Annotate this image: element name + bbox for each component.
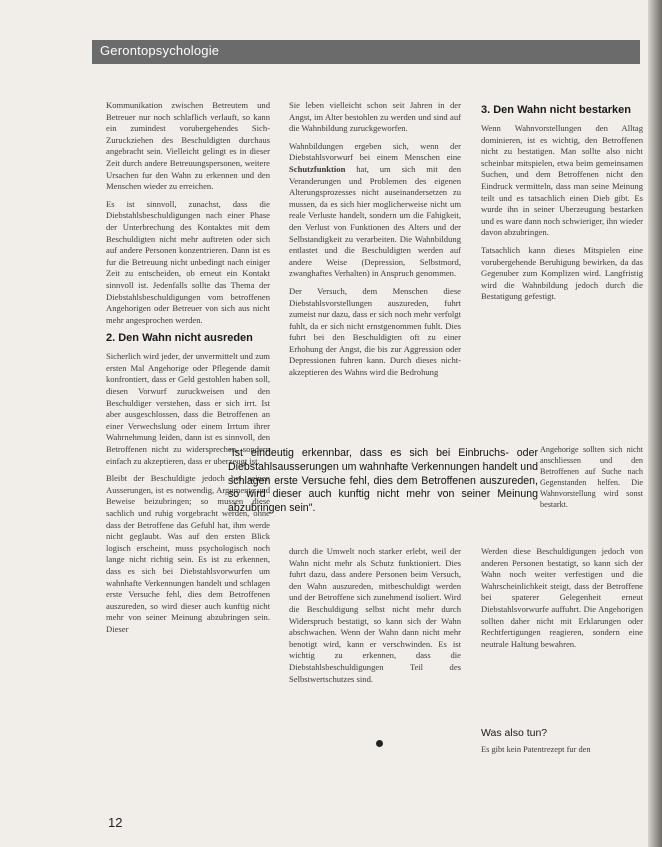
- column-3-bottom: [481, 546, 643, 722]
- paragraph: Bleibt der Beschuldigte jedoch bei seinen Ausserungen, ist es notwendig, Argumente und Beweise beizubringen; so mussen diese sachlich und ruhig vorgebracht werden, ohne dass der Betroffene das Gefuhl hat, ihm werde nicht geglaubt. Was auf den ersten Blick logisch erscheint, muss psychologisch noch lange nicht richtig sein. Es ist zu erkennen, dass es sich bei Diebstahlsvorwurfen um wahnhafte Verkennungen handelt und schlagen erste Versuche fehl, dies dem Betroffenen auszureden, so wird dieser auch kunftig nicht mehr von seiner Meinung abzubringen sein. Dieser: [106, 473, 270, 634]
- section-header-bar: [92, 40, 640, 64]
- column-1: [106, 100, 270, 744]
- paragraph-continued: Es gibt kein Patentrezept fur den: [481, 745, 591, 754]
- page-number: 12: [108, 815, 123, 830]
- section-header-title: Gerontopsychologie: [100, 43, 220, 58]
- paragraph: Tatsachlich kann dieses Mitspielen eine vorubergehende Beruhigung bewirken, da das Gegenuber zum Komplizen wird. Langfristig wird die Wahnbildung jedoch durch die Bestatigung gefestigt.: [481, 244, 643, 302]
- column-3-wrap: [540, 444, 643, 546]
- paragraph: Der Versuch, dem Menschen diese Diebstahlsvorstellungen auszureden, fuhrt zumeist nur dazu, dass er sich noch mehr verfolgt fuhlt, da er sich nicht ernstgenommen fuhlt. Dies fuhrt bei den Beschuldigten oft zu einer Erhohung der Angst, die bis zur Aggression oder Depressionen fuhren kann. Durch dieses nicht-akzeptieren des Wahns wird die Bedrohung: [289, 285, 461, 378]
- page-edge-shadow: [648, 0, 662, 847]
- paragraph: Wenn Wahnvorstellungen den Alltag dominieren, ist es wichtig, den Betroffenen nicht zu bestatigen. Man sollte also nicht scheinbar mitspielen, etwa beim gemeinsamen Suchen, und dem Betroffenen nicht den Eindruck vermitteln, dass man seine Meinung teilt und es tatsachlich einen Dieb gibt. Es wurde ihn in seiner Uberzeugung bestarken und es ware dann noch schwieriger, ihn wieder davon abzubringen.: [481, 123, 643, 238]
- section-heading-2: 2. Den Wahn nicht ausreden: [106, 332, 253, 345]
- section-heading-3: 3. Den Wahn nicht bestarken: [481, 104, 631, 116]
- paragraph: Sicherlich wird jeder, der unvermittelt und zum ersten Mal Angehorige oder Pflegende damit konfrontiert, dass er Geld gestohlen haben soll, diesen Vorwurf zuruckweisen und den Beschuldiger verstehen, dass er sich irrt. Ist aber ausgeschlossen, dass die Betroffenen an einer Verwechslung oder einem Irrtum ihrer Wahrnehmung leiden, dann ist es sinnvoll, den Betroffenen nicht zu widersprechen, sondern einfach zu akzeptieren, dass er uberzeugt ist.: [106, 351, 270, 466]
- paragraph: Sie leben vielleicht schon seit Jahren in der Angst, im Alter bestohlen zu werden und sind auf die Wahnbildung zuruckgeworfen.: [289, 100, 461, 134]
- paragraph-part: hat, um sich mit den Veranderungen und Problemen des eigenen Alterungsprozesses nicht auseinandersetzen zu mussen, da es sich hier moglicherweise nicht um reale Verluste handelt, sondern um die Fahigkeit, den Verlust von Funktionen des Alters und der Selbstandigkeit zu verarbeiten. Die Wahnbildung entlastet und die Beschuldigten werden auf andere Weise (Depression, Selbstmord, zwanghaftes Verhalten) in Anspruch genommen.: [289, 163, 461, 279]
- pull-quote: "Ist eindeutig erkennbar, dass es sich bei Einbruchs- oder Diebstahlsausserungen um wahnhafte Verkennungen handelt und schlagen erste Versuche fehl, dies dem Betroffenen auszureden, so wird dieser auch kunftig nicht mehr von seiner Meinung abzubringen sein".: [228, 447, 538, 515]
- column-2-top: [289, 100, 461, 444]
- paragraph: durch die Umwelt noch starker erlebt, weil der Wahn nicht mehr als Schutz funktioniert. Dies fuhrt dazu, dass andere Personen beim Versuch, den Wahn auszureden, mitbeschuldigt werden und der Betroffene sich zunehmend isoliert. Wird die Beschuldigung selbst nicht mehr durch Widerspruch bestatigt, so kann sich der Wahn abschwachen. Wenn der Wahn dann nicht mehr benotigt wird, kann er verschwinden. Es ist wichtig zu erkennen, dass die Diebstahlsbeschuldigungen Teil des Selbstwertschutzes sind.: [289, 546, 461, 684]
- subheading-question: Was also tun?: [481, 727, 548, 739]
- paragraph: Angehorige sollten sich nicht anschliessen und den Betroffenen auf Suche nach Gegenstanden helfen. Die Wahnvorstellung wird sonst bestarkt.: [540, 445, 643, 509]
- paragraph: [289, 141, 461, 280]
- end-marker-dot: [376, 740, 383, 747]
- column-3-top: [481, 100, 643, 444]
- paragraph: Es ist sinnvoll, zunachst, dass die Diebstahlsbeschuldigungen nach einer Phase der Unterbrechung des Kontaktes mit dem Beschuldigten nicht mehr auftreten oder sich auf andere Personen konzentrieren. Dann ist es fur die Betreuung nicht unbedingt nach einiger Zeit zu entscheiden, ob erneut ein Kontakt sinnvoll ist. Jedenfalls sollte das Thema der Diebstahlsbeschuldigungen vom betroffenen Angehorigen oder Betreuer von sich aus nicht mehr angesprochen werden.: [106, 198, 270, 325]
- emphasis-term: Schutzfunktion: [289, 163, 346, 174]
- paragraph-part: Wahnbildungen ergeben sich, wenn der Diebstahlsvorwurf bei einem Menschen eine: [289, 140, 461, 163]
- paragraph: Kommunikation zwischen Betreutem und Betreuer nur noch schlaflich verlauft, so kann ein zumindest vorubergehendes Sich-Zuruckziehen des Beschuldigten durchaus angebracht sein. Vielleicht gelingt es in dieser Zeit durch andere Betreuungspersonen, weitere Ursachen fur den Wahn zu erkennen und den Menschen wieder zu erreichen.: [106, 100, 270, 192]
- paragraph: Werden diese Beschuldigungen jedoch von anderen Personen bestatigt, so kann sich der Wahn noch weiter verfestigen und die Wahrscheinlichkeit steigt, dass der Betroffene bei spaterer Gelegenheit erneut Diebstahlsvorwurfe auffuhrt. Die Angehorigen sollten daher nicht mit Erklarungen oder Rechtfertigungen reagieren, sondern eine neutrale Haltung bewahren.: [481, 546, 643, 649]
- column-2-bottom: [289, 546, 461, 746]
